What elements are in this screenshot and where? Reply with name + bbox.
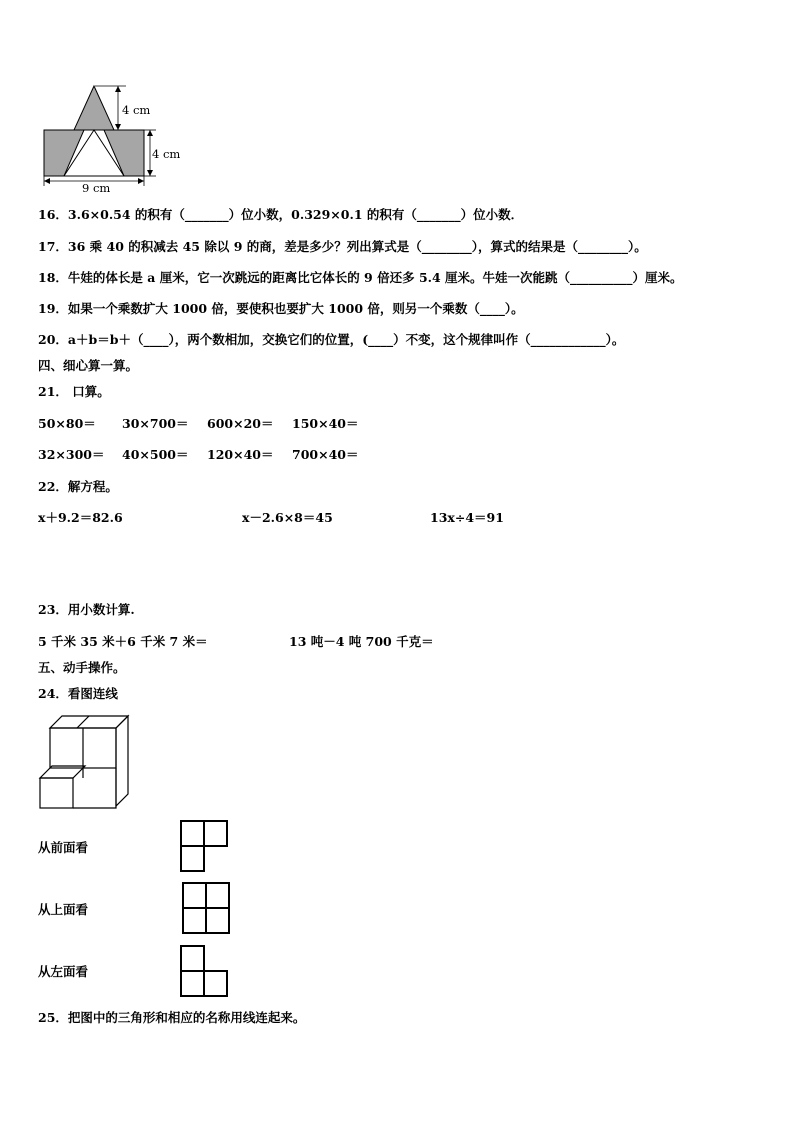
view-shape-b[interactable]	[181, 881, 231, 935]
view-label-left: 从左面看	[38, 964, 89, 979]
unit-calc: 5 千米 35 米＋6 千米 7 米＝	[38, 634, 208, 649]
calc-item: 40×500＝	[122, 447, 189, 462]
view-shape-a[interactable]	[179, 819, 229, 873]
equation: 13x÷4＝91	[430, 510, 504, 525]
view-shape-c[interactable]	[179, 944, 229, 998]
view-label-front: 从前面看	[38, 840, 89, 855]
question-21-title: 21． 口算。	[38, 384, 110, 399]
question-16: 16．3.6×0.54 的积有（_______）位小数，0.329×0.1 的积有（_______）位小数．	[38, 207, 524, 222]
dim-label-top: 4 cm	[122, 103, 151, 117]
calc-item: 600×20＝	[207, 416, 274, 431]
question-23-title: 23．用小数计算.	[38, 602, 135, 617]
question-18: 18．牛娃的体长是 a 厘米，它一次跳远的距离比它体长的 9 倍还多 5.4 厘米。牛娃一次能跳（__________）厘米。	[38, 270, 683, 285]
question-25: 25．把图中的三角形和相应的名称用线连起来。	[38, 1010, 306, 1025]
equation: x－2.6×8＝45	[242, 510, 333, 525]
view-label-top: 从上面看	[38, 902, 89, 917]
calc-item: 120×40＝	[207, 447, 274, 462]
triangle-rectangle-figure	[38, 84, 198, 194]
calc-item: 32×300＝	[38, 447, 105, 462]
calc-item: 50×80＝	[38, 416, 96, 431]
question-24-title: 24．看图连线	[38, 686, 118, 701]
equation: x＋9.2＝82.6	[38, 510, 123, 525]
section-4-heading: 四、细心算一算。	[38, 358, 139, 373]
cube-stack-figure	[38, 712, 138, 812]
calc-item: 150×40＝	[292, 416, 359, 431]
question-17: 17．36 乘 40 的积减去 45 除以 9 的商，差是多少？列出算式是（________），算式的结果是（________）。	[38, 239, 647, 254]
calc-item: 30×700＝	[122, 416, 189, 431]
question-19: 19．如果一个乘数扩大 1000 倍，要使积也要扩大 1000 倍，则另一个乘数（____）。	[38, 301, 524, 316]
section-5-heading: 五、动手操作。	[38, 660, 126, 675]
question-22-title: 22．解方程。	[38, 479, 118, 494]
dim-label-bottom: 9 cm	[82, 181, 111, 195]
question-20: 20．a＋b＝b＋（____），两个数相加，交换它们的位置，(____）不变，这个规律叫作（____________）。	[38, 332, 625, 347]
calc-item: 700×40＝	[292, 447, 359, 462]
dim-label-right: 4 cm	[152, 147, 181, 161]
unit-calc: 13 吨－4 吨 700 千克＝	[289, 634, 434, 649]
